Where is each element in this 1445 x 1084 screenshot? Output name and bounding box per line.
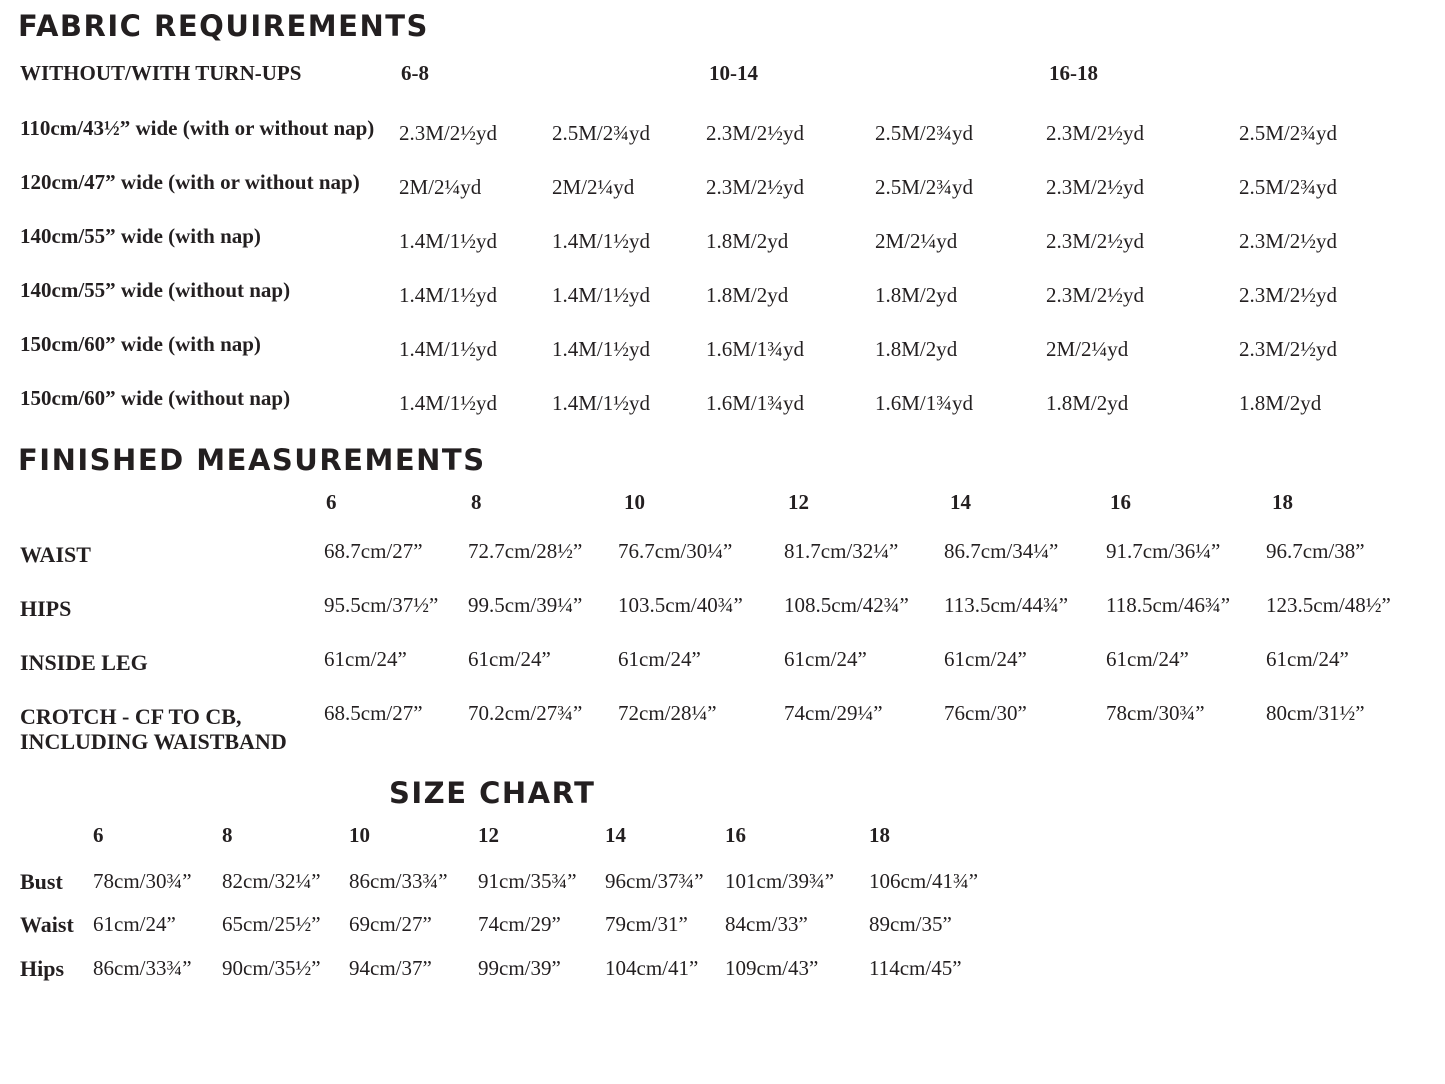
measurement-value: 72cm/28¼”	[618, 701, 717, 725]
body-measurement-value: 104cm/41”	[605, 956, 699, 980]
fabric-amount: 1.6M/1¾yd	[706, 337, 805, 361]
fabric-amount: 2.3M/2½yd	[706, 121, 805, 145]
fabric-amount: 2.3M/2½yd	[1046, 121, 1145, 145]
turn-ups-subheader: WITHOUT/WITH TURN-UPS	[20, 61, 302, 85]
fabric-requirements-heading: FABRIC REQUIREMENTS	[18, 9, 429, 43]
body-measurement-value: 106cm/41¾”	[869, 869, 979, 893]
body-measurement-label: Waist	[20, 912, 74, 937]
fabric-amount: 1.4M/1½yd	[399, 283, 498, 307]
fabric-amount: 1.8M/2yd	[875, 337, 958, 361]
size-chart-heading: SIZE CHART	[389, 776, 596, 810]
body-measurement-value: 82cm/32¼”	[222, 869, 321, 893]
measurement-value: 61cm/24”	[618, 647, 701, 671]
fabric-amount: 2M/2¼yd	[875, 229, 958, 253]
size-column-header: 14	[605, 823, 626, 847]
measurement-label: CROTCH - CF TO CB,	[20, 704, 242, 729]
fabric-amount: 1.4M/1½yd	[552, 283, 651, 307]
measurement-value: 86.7cm/34¼”	[944, 539, 1059, 563]
size-column-header: 6	[326, 490, 337, 514]
size-column-header: 16	[725, 823, 746, 847]
measurement-label: HIPS	[20, 596, 72, 621]
measurement-value: 113.5cm/44¾”	[944, 593, 1069, 617]
fabric-amount: 2.3M/2½yd	[1239, 337, 1338, 361]
fabric-amount: 1.6M/1¾yd	[875, 391, 974, 415]
body-measurement-label: Bust	[20, 869, 63, 894]
fabric-amount: 2M/2¼yd	[552, 175, 635, 199]
size-column-header: 6	[93, 823, 104, 847]
fabric-amount: 2.3M/2½yd	[399, 121, 498, 145]
measurement-value: 108.5cm/42¾”	[784, 593, 909, 617]
fabric-amount: 1.8M/2yd	[706, 283, 789, 307]
body-measurement-value: 69cm/27”	[349, 912, 432, 936]
measurement-value: 91.7cm/36¼”	[1106, 539, 1221, 563]
measurement-value: 74cm/29¼”	[784, 701, 883, 725]
measurement-label: INCLUDING WAISTBAND	[20, 729, 287, 754]
measurement-value: 80cm/31½”	[1266, 701, 1365, 725]
size-column-header: 10	[624, 490, 645, 514]
body-measurement-label: Hips	[20, 956, 65, 981]
measurement-value: 123.5cm/48½”	[1266, 593, 1391, 617]
fabric-width-label: 140cm/55” wide (with nap)	[20, 224, 261, 248]
body-measurement-value: 74cm/29”	[478, 912, 561, 936]
body-measurement-value: 91cm/35¾”	[478, 869, 577, 893]
body-measurement-value: 99cm/39”	[478, 956, 561, 980]
body-measurement-value: 86cm/33¾”	[93, 956, 192, 980]
size-column-header: 18	[1272, 490, 1293, 514]
body-measurement-value: 90cm/35½”	[222, 956, 321, 980]
fabric-amount: 1.8M/2yd	[706, 229, 789, 253]
measurement-value: 61cm/24”	[1266, 647, 1349, 671]
fabric-amount: 1.6M/1¾yd	[706, 391, 805, 415]
fabric-amount: 1.4M/1½yd	[552, 391, 651, 415]
fabric-amount: 1.4M/1½yd	[399, 391, 498, 415]
body-measurement-value: 61cm/24”	[93, 912, 176, 936]
body-measurement-value: 94cm/37”	[349, 956, 432, 980]
body-measurement-value: 84cm/33”	[725, 912, 808, 936]
fabric-amount: 1.4M/1½yd	[552, 337, 651, 361]
size-column-header: 14	[950, 490, 971, 514]
fabric-amount: 2.5M/2¾yd	[875, 121, 974, 145]
size-group-header: 10-14	[709, 61, 758, 85]
measurement-value: 70.2cm/27¾”	[468, 701, 583, 725]
measurement-value: 61cm/24”	[944, 647, 1027, 671]
body-measurement-value: 114cm/45”	[869, 956, 962, 980]
measurement-value: 61cm/24”	[468, 647, 551, 671]
measurement-value: 118.5cm/46¾”	[1106, 593, 1231, 617]
body-measurement-value: 78cm/30¾”	[93, 869, 192, 893]
body-measurement-value: 86cm/33¾”	[349, 869, 448, 893]
measurement-value: 61cm/24”	[1106, 647, 1189, 671]
body-measurement-value: 96cm/37¾”	[605, 869, 704, 893]
finished-measurements-heading: FINISHED MEASUREMENTS	[18, 443, 486, 477]
fabric-amount: 2.5M/2¾yd	[552, 121, 651, 145]
body-measurement-value: 65cm/25½”	[222, 912, 321, 936]
fabric-amount: 1.8M/2yd	[1046, 391, 1129, 415]
fabric-amount: 2.3M/2½yd	[1239, 229, 1338, 253]
fabric-amount: 2.5M/2¾yd	[1239, 175, 1338, 199]
body-measurement-value: 79cm/31”	[605, 912, 688, 936]
fabric-amount: 2.3M/2½yd	[1046, 175, 1145, 199]
measurement-value: 68.7cm/27”	[324, 539, 423, 563]
measurement-value: 103.5cm/40¾”	[618, 593, 743, 617]
fabric-amount: 2.3M/2½yd	[1239, 283, 1338, 307]
measurement-value: 99.5cm/39¼”	[468, 593, 583, 617]
fabric-width-label: 150cm/60” wide (with nap)	[20, 332, 261, 356]
measurement-value: 76cm/30”	[944, 701, 1027, 725]
size-group-header: 6-8	[401, 61, 429, 85]
size-column-header: 18	[869, 823, 890, 847]
fabric-amount: 2.3M/2½yd	[1046, 283, 1145, 307]
fabric-amount: 2.5M/2¾yd	[1239, 121, 1338, 145]
measurement-value: 95.5cm/37½”	[324, 593, 439, 617]
size-column-header: 8	[471, 490, 482, 514]
measurement-value: 68.5cm/27”	[324, 701, 423, 725]
fabric-width-label: 150cm/60” wide (without nap)	[20, 386, 291, 410]
size-column-header: 10	[349, 823, 370, 847]
fabric-amount: 2M/2¼yd	[1046, 337, 1129, 361]
measurement-value: 81.7cm/32¼”	[784, 539, 899, 563]
fabric-amount: 2.3M/2½yd	[706, 175, 805, 199]
fabric-amount: 2.5M/2¾yd	[875, 175, 974, 199]
fabric-amount: 2.3M/2½yd	[1046, 229, 1145, 253]
measurement-value: 96.7cm/38”	[1266, 539, 1365, 563]
body-measurement-value: 109cm/43”	[725, 956, 819, 980]
fabric-amount: 1.4M/1½yd	[552, 229, 651, 253]
measurement-label: WAIST	[20, 542, 91, 567]
fabric-width-label: 110cm/43½” wide (with or without nap)	[20, 116, 375, 140]
size-group-header: 16-18	[1049, 61, 1098, 85]
size-column-header: 16	[1110, 490, 1131, 514]
fabric-amount: 1.8M/2yd	[875, 283, 958, 307]
fabric-amount: 2M/2¼yd	[399, 175, 482, 199]
fabric-width-label: 140cm/55” wide (without nap)	[20, 278, 291, 302]
size-column-header: 12	[478, 823, 499, 847]
fabric-amount: 1.4M/1½yd	[399, 229, 498, 253]
fabric-width-label: 120cm/47” wide (with or without nap)	[20, 170, 360, 194]
measurement-value: 61cm/24”	[324, 647, 407, 671]
measurement-value: 76.7cm/30¼”	[618, 539, 733, 563]
size-column-header: 8	[222, 823, 233, 847]
body-measurement-value: 101cm/39¾”	[725, 869, 835, 893]
measurement-value: 61cm/24”	[784, 647, 867, 671]
measurement-label: INSIDE LEG	[20, 650, 148, 675]
measurement-value: 78cm/30¾”	[1106, 701, 1205, 725]
size-column-header: 12	[788, 490, 809, 514]
fabric-amount: 1.4M/1½yd	[399, 337, 498, 361]
measurement-value: 72.7cm/28½”	[468, 539, 583, 563]
body-measurement-value: 89cm/35”	[869, 912, 952, 936]
fabric-amount: 1.8M/2yd	[1239, 391, 1322, 415]
